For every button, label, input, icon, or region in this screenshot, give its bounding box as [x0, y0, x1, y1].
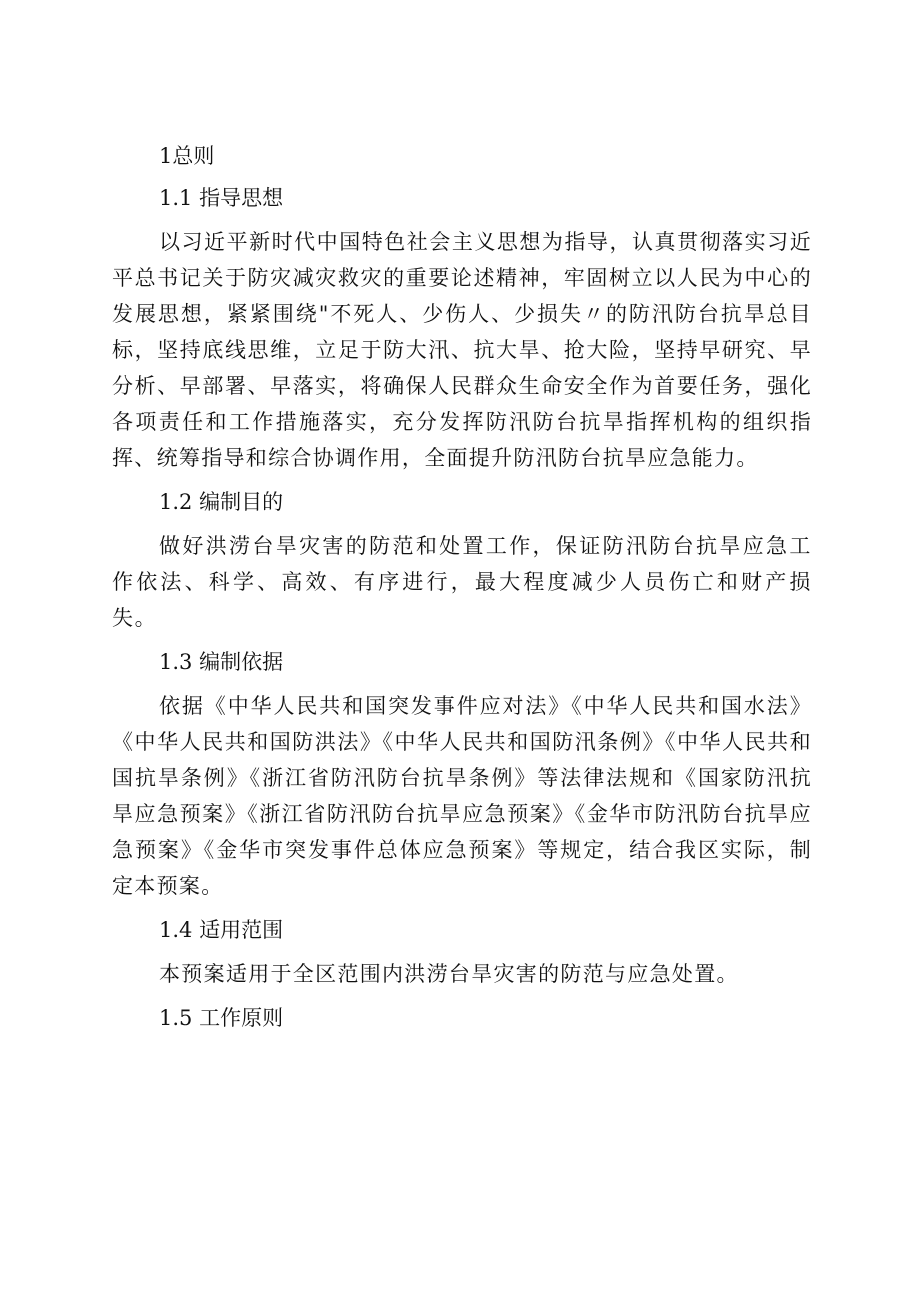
section-title-purpose: 1.2 编制目的 — [159, 490, 284, 514]
section-title-guiding-ideology: 1.1 指导思想 — [159, 186, 284, 210]
section-title-scope: 1.4 适用范围 — [159, 918, 284, 942]
paragraph-purpose: 做好洪涝台旱灾害的防范和处置工作，保证防汛防台抗旱应急工作依法、科学、高效、有序进行，最大程度减少人员伤亡和财产损失。 — [112, 534, 812, 630]
paragraph-basis: 依据《中华人民共和国突发事件应对法》《中华人民共和国水法》《中华人民共和国防洪法》《中华人民共和国防汛条例》《中华人民共和国抗旱条例》《浙江省防汛防台抗旱条例》等法律法规和《国家防汛抗旱应急预案》《浙江省防汛防台抗旱应急预案》《金华市防汛防台抗旱应急预案》《金华市突发事件总体应急预案》等规定，结合我区实际，制定本预案。 — [112, 694, 812, 898]
paragraph-scope: 本预案适用于全区范围内洪涝台旱灾害的防范与应急处置。 — [159, 962, 739, 986]
section-title-basis: 1.3 编制依据 — [159, 650, 284, 674]
chapter-title: 1总则 — [159, 144, 215, 168]
paragraph-guiding-ideology: 以习近平新时代中国特色社会主义思想为指导，认真贯彻落实习近平总书记关于防灾减灾救灾的重要论述精神，牢固树立以人民为中心的发展思想，紧紧围绕"不死人、少伤人、少损失〃的防汛防台抗旱总目标，坚持底线思维，立足于防大汛、抗大旱、抢大险，坚持早研究、早分析、早部署、早落实，将确保人民群众生命安全作为首要任务，强化各项责任和工作措施落实，充分发挥防汛防台抗旱指挥机构的组织指挥、统筹指导和综合协调作用，全面提升防汛防台抗旱应急能力。 — [112, 230, 812, 470]
document-page — [112, 138, 812, 1044]
section-title-principles: 1.5 工作原则 — [159, 1006, 284, 1030]
